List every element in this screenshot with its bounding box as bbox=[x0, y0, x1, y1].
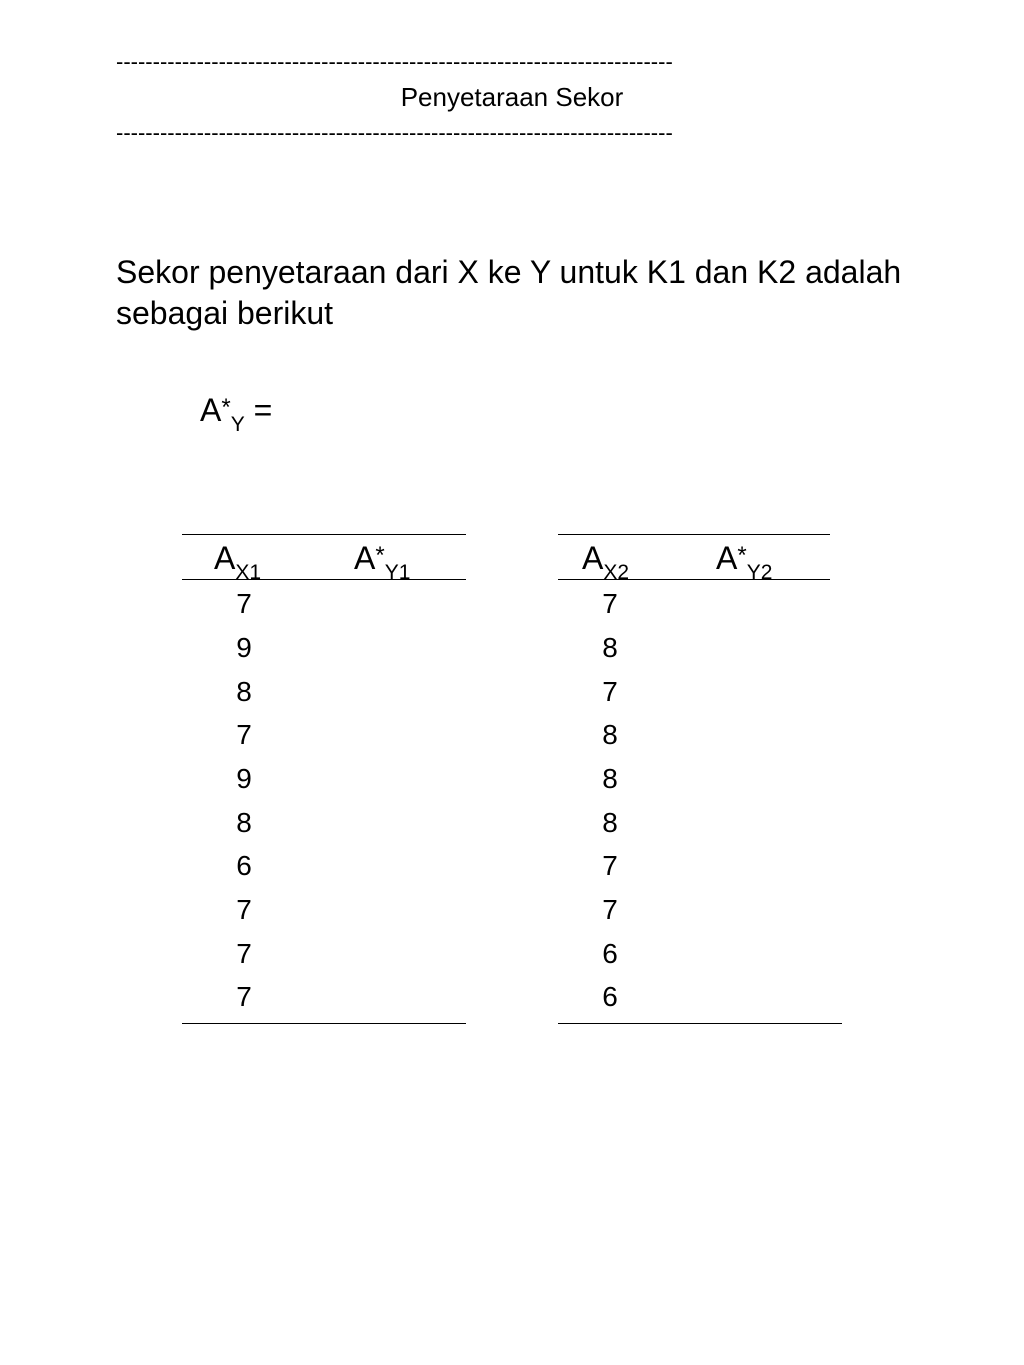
header-ay2-base: A bbox=[716, 540, 738, 576]
header-ax2-base: A bbox=[582, 540, 604, 576]
table-k1-header-ay1 bbox=[354, 538, 410, 583]
table-k1-row-2-ax1: 9 bbox=[236, 632, 252, 663]
equated-score-formula bbox=[200, 390, 272, 435]
table-k1-row-4-ax1: 7 bbox=[236, 719, 252, 750]
table-k2-row-9-ax2: 6 bbox=[602, 938, 618, 969]
table-k1-header-ax1 bbox=[214, 538, 261, 583]
table-k2-row-2-ax2: 8 bbox=[602, 632, 618, 663]
table-k2-header-ax2 bbox=[582, 538, 629, 583]
table-k1-top-rule bbox=[182, 534, 466, 535]
formula-subscript: Y bbox=[230, 413, 245, 436]
table-k2-bottom-rule bbox=[558, 1023, 842, 1024]
table-k1-row-7-ax1: 6 bbox=[236, 850, 252, 881]
header-ay2-star: * bbox=[737, 542, 747, 569]
table-k2-row-8-ax2: 7 bbox=[602, 894, 618, 925]
table-k1-row-6-ax1: 8 bbox=[236, 807, 252, 838]
header-ax1-base: A bbox=[214, 540, 236, 576]
table-k1-row-5-ax1: 9 bbox=[236, 763, 252, 794]
table-k1-row-9-ax1: 7 bbox=[236, 938, 252, 969]
table-k2-row-7-ax2: 7 bbox=[602, 850, 618, 881]
table-k1-row-8-ax1: 7 bbox=[236, 894, 252, 925]
header-ay1-sub: Y1 bbox=[384, 561, 411, 584]
table-k1-row-10-ax1: 7 bbox=[236, 981, 252, 1012]
table-k2-row-6-ax2: 8 bbox=[602, 807, 618, 838]
table-k1-bottom-rule bbox=[182, 1023, 466, 1024]
table-k1-row-1-ax1: 7 bbox=[236, 588, 252, 619]
table-k1-row-3-ax1: 8 bbox=[236, 676, 252, 707]
table-k2-row-10-ax2: 6 bbox=[602, 981, 618, 1012]
header-ay1-base: A bbox=[354, 540, 376, 576]
intro-paragraph: Sekor penyetaraan dari X ke Y untuk K1 dan K2 adalah sebagai berikut bbox=[116, 254, 902, 331]
table-k2-row-4-ax2: 8 bbox=[602, 719, 618, 750]
formula-equals: = bbox=[244, 392, 273, 428]
header-rule-bottom: ---------------------------------------------------------------------------- bbox=[116, 121, 673, 145]
table-k1-header-rule bbox=[182, 579, 466, 580]
table-k2-row-1-ax2: 7 bbox=[602, 588, 618, 619]
table-k2-top-rule bbox=[558, 534, 830, 535]
header-ay2-sub: Y2 bbox=[746, 561, 773, 584]
header-ay1-star: * bbox=[375, 542, 385, 569]
header-ax1-sub: X1 bbox=[235, 561, 262, 584]
table-k2-header-ay2 bbox=[716, 538, 772, 583]
page-title: Penyetaraan Sekor bbox=[400, 82, 624, 112]
table-k2-header-rule bbox=[558, 579, 830, 580]
formula-star: * bbox=[221, 394, 231, 421]
formula-base: A bbox=[200, 392, 222, 428]
table-k2-row-5-ax2: 8 bbox=[602, 763, 618, 794]
table-k2-row-3-ax2: 7 bbox=[602, 676, 618, 707]
header-rule-top: ---------------------------------------------------------------------------- bbox=[116, 50, 673, 74]
header-ax2-sub: X2 bbox=[603, 561, 630, 584]
